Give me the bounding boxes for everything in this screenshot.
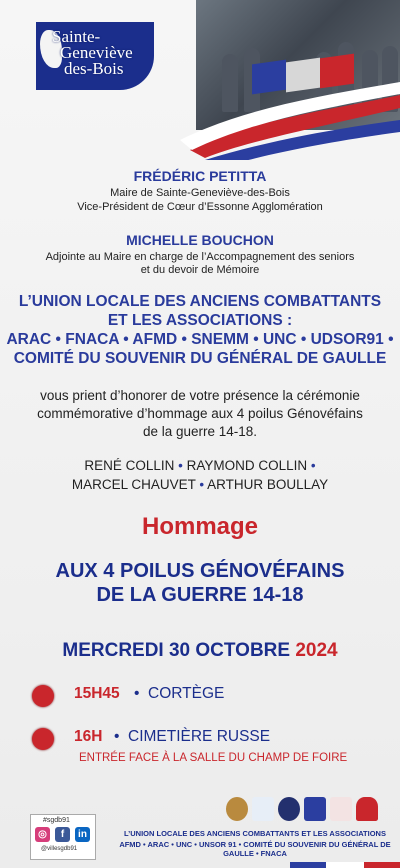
schedule-separator: • bbox=[134, 685, 140, 702]
official-role: et du devoir de Mémoire bbox=[140, 264, 260, 276]
name-separator: • bbox=[199, 477, 205, 492]
invitation-line: de la guerre 14-18. bbox=[142, 424, 258, 439]
facebook-icon[interactable]: f bbox=[55, 827, 70, 842]
social-box bbox=[30, 814, 96, 860]
event-date bbox=[0, 640, 400, 662]
official-role: Adjointe au Maire en charge de l’Accompagnement des seniors bbox=[45, 251, 355, 263]
name-separator: • bbox=[310, 458, 316, 473]
associations-line: ET LES ASSOCIATIONS : bbox=[107, 312, 293, 329]
linkedin-icon[interactable]: in bbox=[75, 827, 90, 842]
dove-logo-icon bbox=[252, 797, 274, 821]
schedule-item bbox=[32, 726, 392, 754]
social-handle: @villesgdb91 bbox=[41, 846, 78, 852]
header bbox=[0, 0, 400, 160]
schedule-label: CIMETIÈRE RUSSE bbox=[128, 728, 271, 745]
associations-line: COMITÉ DU SOUVENIR DU GÉNÉRAL DE GAULLE bbox=[13, 350, 387, 367]
poilu-name: ARTHUR BOULLAY bbox=[207, 477, 329, 492]
invitation-line: commémorative d’hommage aux 4 poilus Génovéfains bbox=[37, 406, 363, 421]
logo-text-line1: Sainte- bbox=[52, 27, 101, 46]
tricolor-white bbox=[326, 862, 364, 868]
official-name: MICHELLE BOUCHON bbox=[126, 232, 274, 248]
schedule-label: CORTÈGE bbox=[148, 685, 225, 702]
unc-logo-icon bbox=[278, 797, 300, 821]
hommage-title: Hommage bbox=[141, 513, 259, 540]
official-role: Maire de Sainte-Geneviève-des-Bois bbox=[110, 187, 290, 199]
tricolor-blue bbox=[290, 862, 326, 868]
poilus-row bbox=[0, 475, 400, 495]
invitation-line: vous prient d’honorer de votre présence la cérémonie bbox=[40, 388, 360, 403]
associations-line: L’UNION LOCALE DES ANCIENS COMBATTANTS bbox=[18, 293, 382, 310]
ceremony-title-line1: AUX 4 POILUS GÉNOVÉFAINS bbox=[55, 560, 345, 582]
poilu-name: MARCEL CHAUVET bbox=[71, 477, 196, 492]
official-name: FRÉDÉRIC PETITTA bbox=[133, 168, 267, 184]
schedule-time: 16H bbox=[74, 728, 103, 745]
logo-text-line2: Geneviève bbox=[60, 43, 133, 62]
associations-line: ARAC • FNACA • AFMD • SNEMM • UNC • UDSOR91 • bbox=[6, 331, 394, 348]
date-year: 2024 bbox=[295, 640, 338, 661]
instagram-icon[interactable]: ◎ bbox=[35, 827, 50, 842]
footer-line2: AFMD • ARAC • UNC • UNSOR 91 • COMITÉ DU SOUVENIR DU GÉNÉRAL DE GAULLE • FNACA bbox=[119, 840, 391, 858]
red-dot-icon bbox=[32, 685, 54, 707]
official-role: Vice-Président de Cœur d’Essonne Agglomération bbox=[77, 201, 323, 213]
hashtag: #sgdb91 bbox=[43, 817, 70, 824]
schedule-time: 15H45 bbox=[74, 685, 120, 702]
entrance-note: ENTRÉE FACE À LA SALLE DU CHAMP DE FOIRE bbox=[79, 752, 348, 764]
cross-logo-icon bbox=[330, 797, 352, 821]
logo-text-line3: des-Bois bbox=[64, 59, 124, 78]
poilu-name: RAYMOND COLLIN bbox=[186, 458, 308, 473]
association-logos bbox=[226, 797, 382, 823]
fnaca-logo-icon bbox=[356, 797, 378, 821]
footer-line1: L’UNION LOCALE DES ANCIENS COMBATTANTS ET LES ASSOCIATIONS bbox=[124, 829, 386, 838]
ceremony-title-line2: DE LA GUERRE 14-18 bbox=[96, 584, 304, 606]
red-dot-icon bbox=[32, 728, 54, 750]
poilus-row bbox=[0, 456, 400, 476]
tricolor-bar bbox=[290, 862, 400, 868]
udsor-logo-icon bbox=[304, 797, 326, 821]
name-separator: • bbox=[178, 458, 183, 473]
schedule-item bbox=[32, 683, 392, 711]
poilu-name: RENÉ COLLIN bbox=[84, 458, 175, 473]
tricolor-red bbox=[364, 862, 400, 868]
date-day: MERCREDI 30 OCTOBRE bbox=[62, 640, 291, 661]
schedule-separator: • bbox=[114, 728, 120, 745]
medal-logo-icon bbox=[226, 797, 248, 821]
